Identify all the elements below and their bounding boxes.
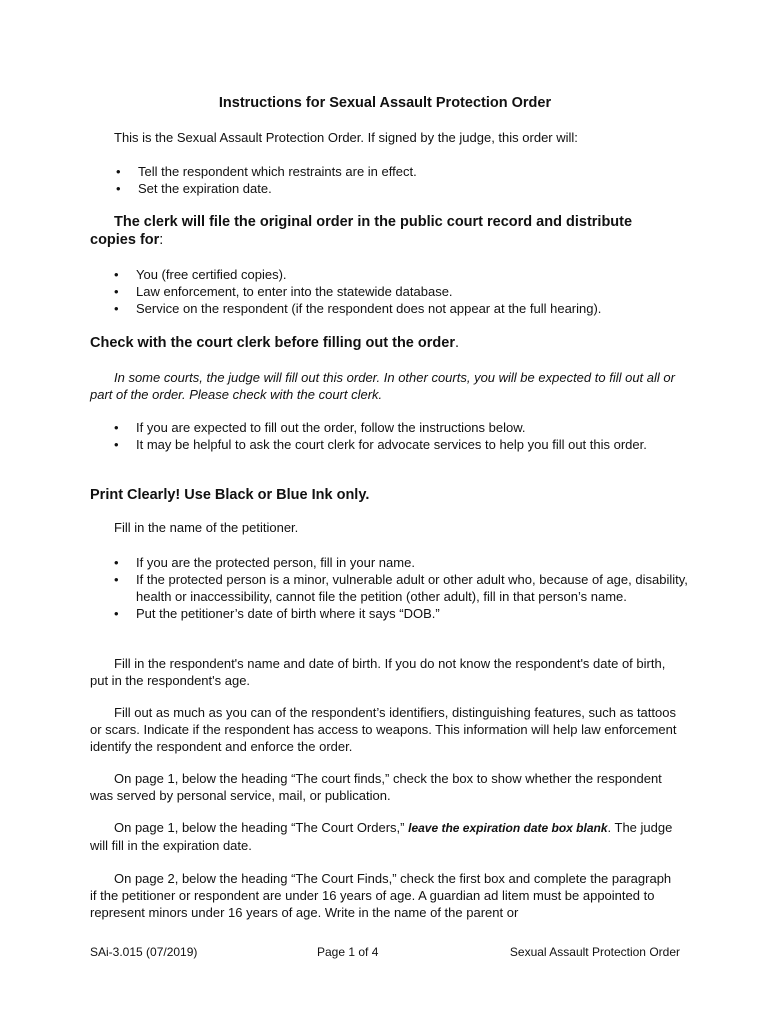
footer-page-number: Page 1 of 4 [317, 945, 379, 959]
intro-bullet-list [116, 163, 698, 197]
list-item: • Service on the respondent (if the respondent does not appear at the full hearing). [114, 301, 602, 316]
intro-paragraph: This is the Sexual Assault Protection Order. If signed by the judge, this order will: [114, 130, 578, 145]
bullet-icon: • [114, 555, 119, 570]
list-item: • It may be helpful to ask the court clerk for advocate services to help you fill out this order. [114, 437, 647, 452]
list-item: • Put the petitioner’s date of birth where it says “DOB.” [114, 606, 440, 621]
bullet-icon: • [116, 181, 121, 196]
list-item: • If you are the protected person, fill in your name. [114, 555, 415, 570]
page-title: Instructions for Sexual Assault Protection Order [218, 95, 552, 111]
list-item: • If you are expected to fill out the order, follow the instructions below. [114, 420, 526, 435]
bullet-icon: • [114, 437, 119, 452]
list-item: • Law enforcement, to enter into the statewide database. [114, 284, 453, 299]
bullet-icon: • [114, 301, 119, 316]
page2-paragraph: On page 2, below the heading “The Court Finds,” check the first box and complete the paragraph if the petitioner or respondent are under 16 years of age. A guardian ad litem must be appointed to represent minors under 16 years of age. Write in the name of the parent or [90, 871, 672, 920]
check-note: In some courts, the judge will fill out this order. In other courts, you will be expected to fill out all or part of the order. Please check with the court clerk. [90, 370, 675, 402]
clerk-bullet-list [114, 266, 696, 317]
petitioner-bullet-list [114, 554, 696, 622]
bullet-icon: • [114, 572, 119, 587]
list-item: • Set the expiration date. [116, 181, 272, 196]
bullet-icon: • [114, 267, 119, 282]
bullet-icon: • [114, 420, 119, 435]
bullet-icon: • [114, 606, 119, 621]
footer-form-name: Sexual Assault Protection Order [509, 945, 680, 959]
bullet-icon: • [116, 164, 121, 179]
petitioner-intro: Fill in the name of the petitioner. [114, 520, 299, 535]
check-bullet-list [114, 419, 696, 453]
list-item: • Tell the respondent which restraints are in effect. [116, 164, 417, 179]
footer-form-id: SAi-3.015 (07/2019) [90, 945, 198, 959]
court-orders-paragraph: On page 1, below the heading “The Court Orders,” leave the expiration date box blank. The judge will fill in the expiration date. [90, 820, 673, 853]
identifiers-paragraph: Fill out as much as you can of the respondent’s identifiers, distinguishing features, such as tattoos or scars. Indicate if the respondent has access to weapons. This information will help law enforcement identify the respondent and enforce the order. [90, 705, 677, 754]
expiration-emphasis: leave the expiration date box blank [408, 821, 608, 835]
bullet-icon: • [114, 284, 119, 299]
respondent-paragraph: Fill in the respondent's name and date of birth. If you do not know the respondent's date of birth, put in the respondent's age. [90, 656, 666, 688]
clerk-heading: The clerk will file the original order in the public court record and distribute copies for: [90, 214, 633, 248]
check-heading: Check with the court clerk before filling out the order. [90, 335, 459, 351]
list-item: • If the protected person is a minor, vulnerable adult or other adult who, because of age, disability, health or inaccessibility, cannot file the petition (other adult), fill in that person’s name. [114, 572, 688, 604]
court-finds-paragraph: On page 1, below the heading “The court finds,” check the box to show whether the respondent was served by personal service, mail, or publication. [90, 771, 662, 803]
print-heading: Print Clearly! Use Black or Blue Ink only. [90, 487, 370, 503]
list-item: • You (free certified copies). [114, 267, 287, 282]
